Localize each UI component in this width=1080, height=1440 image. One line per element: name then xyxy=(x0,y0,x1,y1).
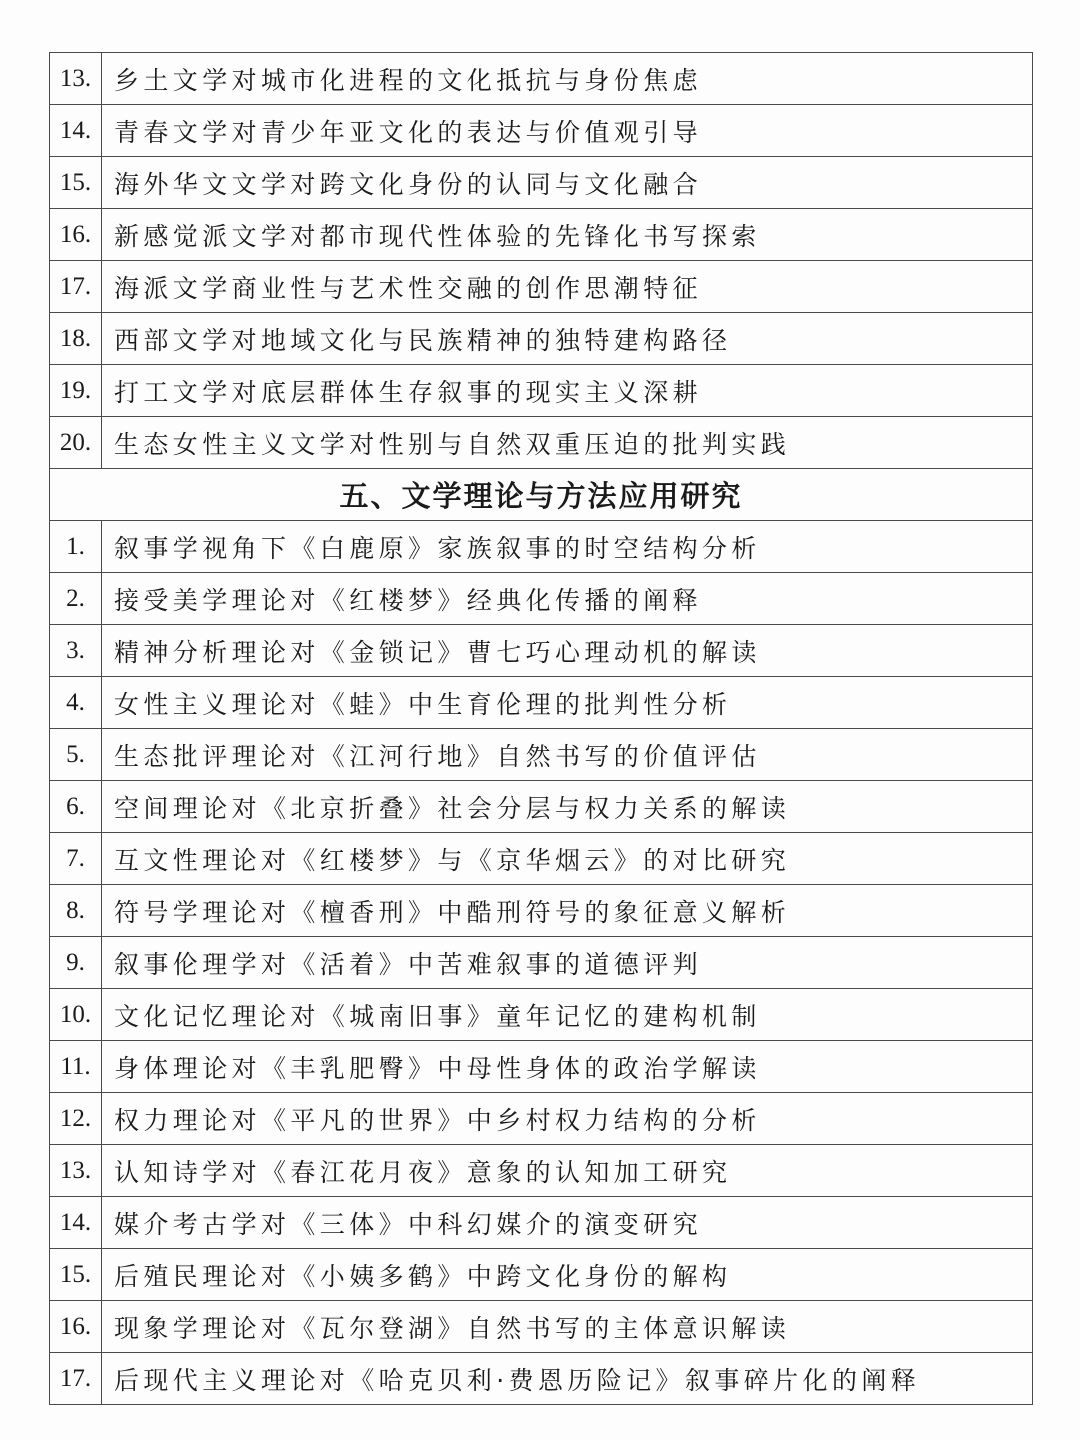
item-number: 1. xyxy=(50,521,102,573)
item-number: 15. xyxy=(50,1249,102,1301)
item-title: 叙事学视角下《白鹿原》家族叙事的时空结构分析 xyxy=(102,521,1033,573)
table-row xyxy=(50,313,1033,365)
item-number: 5. xyxy=(50,729,102,781)
table-row xyxy=(50,573,1033,625)
item-title: 新感觉派文学对都市现代性体验的先锋化书写探索 xyxy=(102,209,1033,261)
section-heading: 五、文学理论与方法应用研究 xyxy=(50,469,1033,521)
item-title: 生态批评理论对《江河行地》自然书写的价值评估 xyxy=(102,729,1033,781)
table-row xyxy=(50,937,1033,989)
item-title: 后殖民理论对《小姨多鹤》中跨文化身份的解构 xyxy=(102,1249,1033,1301)
table-row xyxy=(50,53,1033,105)
item-title: 精神分析理论对《金锁记》曹七巧心理动机的解读 xyxy=(102,625,1033,677)
item-number: 15. xyxy=(50,157,102,209)
item-title: 青春文学对青少年亚文化的表达与价值观引导 xyxy=(102,105,1033,157)
table-row xyxy=(50,105,1033,157)
item-number: 16. xyxy=(50,1301,102,1353)
item-title: 空间理论对《北京折叠》社会分层与权力关系的解读 xyxy=(102,781,1033,833)
item-title: 乡土文学对城市化进程的文化抵抗与身份焦虑 xyxy=(102,53,1033,105)
item-title: 接受美学理论对《红楼梦》经典化传播的阐释 xyxy=(102,573,1033,625)
item-title: 互文性理论对《红楼梦》与《京华烟云》的对比研究 xyxy=(102,833,1033,885)
item-number: 2. xyxy=(50,573,102,625)
table-row xyxy=(50,885,1033,937)
item-number: 13. xyxy=(50,53,102,105)
item-title: 女性主义理论对《蛙》中生育伦理的批判性分析 xyxy=(102,677,1033,729)
item-title: 生态女性主义文学对性别与自然双重压迫的批判实践 xyxy=(102,417,1033,469)
item-number: 8. xyxy=(50,885,102,937)
table-row xyxy=(50,1145,1033,1197)
table-row xyxy=(50,417,1033,469)
table-row xyxy=(50,833,1033,885)
table-row xyxy=(50,261,1033,313)
item-number: 17. xyxy=(50,261,102,313)
item-number: 19. xyxy=(50,365,102,417)
item-title: 身体理论对《丰乳肥臀》中母性身体的政治学解读 xyxy=(102,1041,1033,1093)
item-number: 9. xyxy=(50,937,102,989)
table-row xyxy=(50,209,1033,261)
item-number: 17. xyxy=(50,1353,102,1405)
item-title: 西部文学对地域文化与民族精神的独特建构路径 xyxy=(102,313,1033,365)
item-title: 现象学理论对《瓦尔登湖》自然书写的主体意识解读 xyxy=(102,1301,1033,1353)
item-number: 11. xyxy=(50,1041,102,1093)
table-row xyxy=(50,521,1033,573)
item-number: 12. xyxy=(50,1093,102,1145)
table-row xyxy=(50,1301,1033,1353)
table-row xyxy=(50,1093,1033,1145)
table-row xyxy=(50,365,1033,417)
item-title: 文化记忆理论对《城南旧事》童年记忆的建构机制 xyxy=(102,989,1033,1041)
table-row xyxy=(50,677,1033,729)
item-number: 10. xyxy=(50,989,102,1041)
item-number: 14. xyxy=(50,1197,102,1249)
table-row xyxy=(50,157,1033,209)
item-title: 后现代主义理论对《哈克贝利·费恩历险记》叙事碎片化的阐释 xyxy=(102,1353,1033,1405)
table-row xyxy=(50,625,1033,677)
topic-table xyxy=(49,52,1033,1405)
item-number: 4. xyxy=(50,677,102,729)
item-number: 3. xyxy=(50,625,102,677)
section-heading-row xyxy=(50,469,1033,521)
item-title: 符号学理论对《檀香刑》中酷刑符号的象征意义解析 xyxy=(102,885,1033,937)
table-row xyxy=(50,1197,1033,1249)
item-title: 认知诗学对《春江花月夜》意象的认知加工研究 xyxy=(102,1145,1033,1197)
table-row xyxy=(50,781,1033,833)
item-title: 媒介考古学对《三体》中科幻媒介的演变研究 xyxy=(102,1197,1033,1249)
table-row xyxy=(50,1041,1033,1093)
item-title: 海派文学商业性与艺术性交融的创作思潮特征 xyxy=(102,261,1033,313)
table-row xyxy=(50,729,1033,781)
item-title: 打工文学对底层群体生存叙事的现实主义深耕 xyxy=(102,365,1033,417)
item-number: 20. xyxy=(50,417,102,469)
item-title: 叙事伦理学对《活着》中苦难叙事的道德评判 xyxy=(102,937,1033,989)
table-row xyxy=(50,1353,1033,1405)
table-row xyxy=(50,989,1033,1041)
item-title: 海外华文文学对跨文化身份的认同与文化融合 xyxy=(102,157,1033,209)
item-number: 13. xyxy=(50,1145,102,1197)
item-number: 7. xyxy=(50,833,102,885)
item-number: 6. xyxy=(50,781,102,833)
item-number: 16. xyxy=(50,209,102,261)
item-number: 18. xyxy=(50,313,102,365)
table-row xyxy=(50,1249,1033,1301)
item-title: 权力理论对《平凡的世界》中乡村权力结构的分析 xyxy=(102,1093,1033,1145)
item-number: 14. xyxy=(50,105,102,157)
